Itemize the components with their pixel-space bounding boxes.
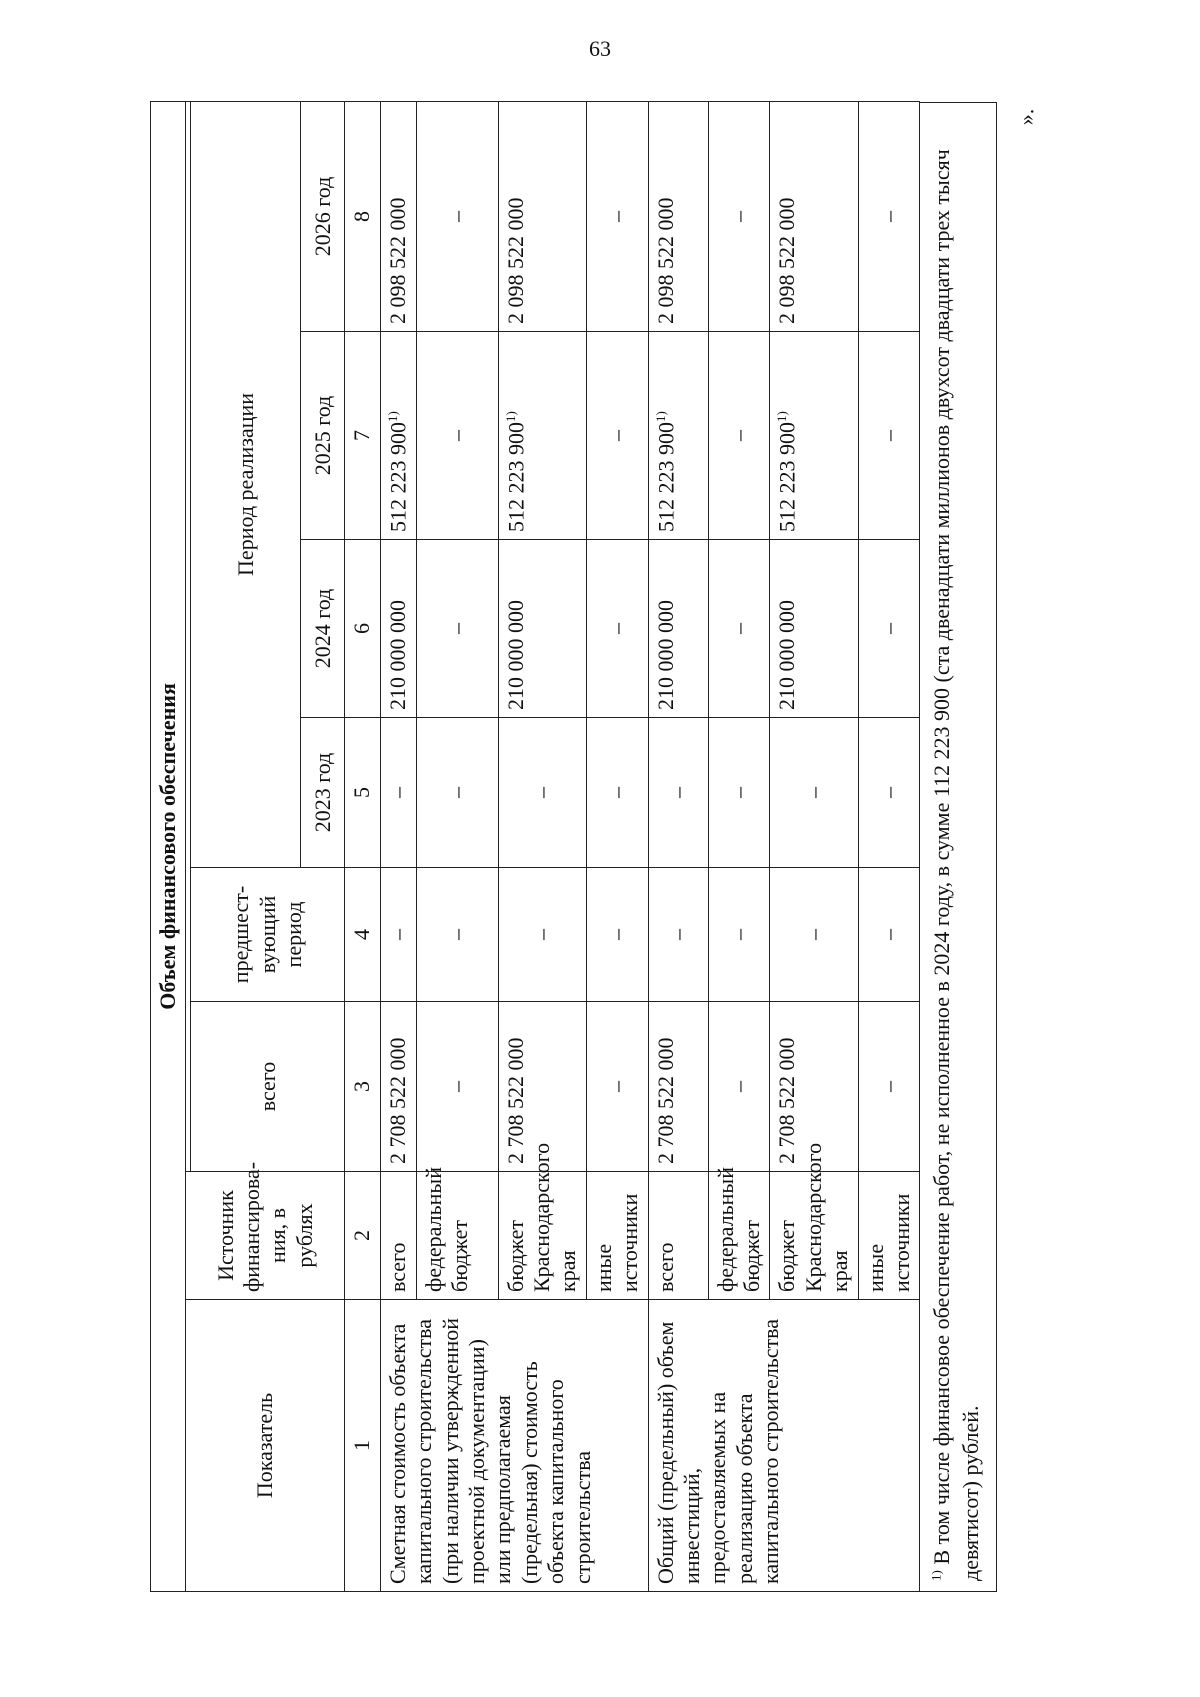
footnote-mark: 1) [929, 1570, 945, 1581]
prior-cell: – [416, 868, 498, 1002]
y2023-cell: – [380, 718, 416, 868]
footnote-ref: 1) [652, 411, 668, 422]
closing-quote-mark: ». [1013, 108, 1039, 126]
prior-cell: – [770, 868, 858, 1002]
prior-cell: – [586, 868, 648, 1002]
header-total: всего [191, 1002, 345, 1172]
header-implementation-period: Период реализации [191, 101, 301, 867]
y2024-cell: – [416, 540, 498, 718]
total-cell: 2 708 522 000 [648, 1002, 708, 1172]
source-cell: бюджет Краснодарского края [770, 1172, 858, 1300]
y2024-cell: – [858, 540, 920, 718]
prior-cell: – [858, 868, 920, 1002]
table-row [380, 101, 416, 1591]
source-cell: всего [648, 1172, 708, 1300]
footnote [920, 102, 996, 1592]
prior-cell: – [648, 868, 708, 1002]
y2025-cell: 512 223 900$^{1)}$ [498, 332, 586, 540]
y2026-cell: 2 098 522 000 [380, 101, 416, 331]
y2026-cell: – [858, 101, 920, 331]
source-cell: бюджет Краснодарского края [498, 1172, 586, 1300]
total-cell: – [586, 1002, 648, 1172]
prior-cell: – [708, 868, 770, 1002]
indicator-cell: Сметная стоимость объекта капитального строительства (при наличии утвержденной проектной документации) или предполагаемая (предельная) стоимость объекта капитального строительства [380, 1300, 648, 1592]
y2026-cell: – [708, 101, 770, 331]
y2024-cell: – [708, 540, 770, 718]
header-year-2025: 2025 год [301, 332, 345, 540]
total-cell: 2 708 522 000 [498, 1002, 586, 1172]
source-cell: федеральный бюджет [416, 1172, 498, 1300]
y2024-cell: 210 000 000 [380, 540, 416, 718]
col-number: 2 [345, 1172, 380, 1300]
column-numbers-row [345, 101, 380, 1591]
y2025-cell: 512 223 900$^{1)}$ [648, 332, 708, 540]
rotated-table-container [150, 102, 1010, 1592]
y2025-cell: – [858, 332, 920, 540]
total-cell: – [416, 1002, 498, 1172]
source-cell: иные источники [586, 1172, 648, 1300]
source-cell: иные источники [858, 1172, 920, 1300]
table-title: Объем финансового обеспечения [151, 101, 186, 1591]
y2023-cell: – [858, 718, 920, 868]
y2025-cell: – [416, 332, 498, 540]
source-cell: всего [380, 1172, 416, 1300]
header-indicator: Показатель [186, 1300, 345, 1592]
col-number: 8 [345, 101, 380, 331]
total-cell: 2 708 522 000 [770, 1002, 858, 1172]
source-cell: федеральный бюджет [708, 1172, 770, 1300]
y2025-cell: – [586, 332, 648, 540]
y2025-cell: 512 223 900$^{1)}$ [770, 332, 858, 540]
y2023-cell: – [498, 718, 586, 868]
y2026-cell: 2 098 522 000 [498, 101, 586, 331]
y2023-cell: – [770, 718, 858, 868]
col-number: 6 [345, 540, 380, 718]
y2024-cell: 210 000 000 [498, 540, 586, 718]
y2023-cell: – [416, 718, 498, 868]
y2025-cell: 512 223 900$^{1)}$ [380, 332, 416, 540]
y2026-cell: 2 098 522 000 [770, 101, 858, 331]
financing-table [150, 101, 920, 1592]
y2023-cell: – [648, 718, 708, 868]
y2026-cell: – [586, 101, 648, 331]
y2024-cell: – [586, 540, 648, 718]
header-source: Источник финансирова-ния, в рублях [186, 1172, 345, 1300]
y2026-cell: 2 098 522 000 [648, 101, 708, 331]
table-row [648, 101, 708, 1591]
footnote-ref: 1) [774, 411, 790, 422]
y2023-cell: – [708, 718, 770, 868]
y2023-cell: – [586, 718, 648, 868]
y2026-cell: – [416, 101, 498, 331]
y2025-cell: – [708, 332, 770, 540]
total-cell: – [708, 1002, 770, 1172]
footnote-ref: 1) [502, 411, 518, 422]
col-number: 4 [345, 868, 380, 1002]
header-prior-period: предшест-вующий период [191, 868, 345, 1002]
page-number: 63 [589, 36, 611, 61]
prior-cell: – [380, 868, 416, 1002]
footnote-ref: 1) [384, 411, 400, 422]
footnote-text: В том числе финансовое обеспечение работ, не исполненное в 2024 году, в сумме 112 223 900 (ста двенадцати миллионов двухсот двадцати трех тысяч девятисот) рублей. [929, 149, 983, 1581]
col-number: 7 [345, 332, 380, 540]
col-number: 5 [345, 718, 380, 868]
total-cell: 2 708 522 000 [380, 1002, 416, 1172]
total-cell: – [858, 1002, 920, 1172]
header-year-2026: 2026 год [301, 101, 345, 331]
y2024-cell: 210 000 000 [770, 540, 858, 718]
prior-cell: – [498, 868, 586, 1002]
col-number: 3 [345, 1002, 380, 1172]
indicator-cell: Общий (предельный) объем инвестиций, предоставляемых на реализацию объекта капитального строительства [648, 1300, 920, 1592]
header-year-2023: 2023 год [301, 718, 345, 868]
col-number: 1 [345, 1300, 380, 1592]
header-year-2024: 2024 год [301, 540, 345, 718]
y2024-cell: 210 000 000 [648, 540, 708, 718]
